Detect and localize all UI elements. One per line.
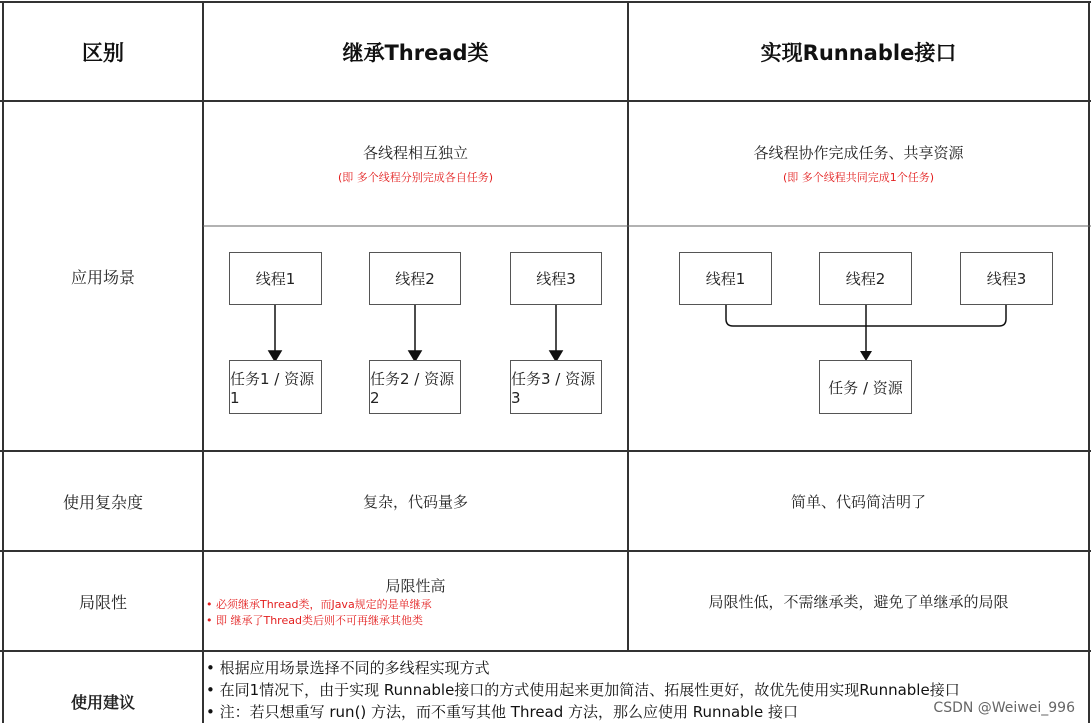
thread-box-1: 线程1 (229, 252, 322, 305)
row-label-complexity: 使用复杂度 (62, 492, 143, 512)
thread-arrows (269, 304, 562, 361)
runnable-complexity: 简单、代码简洁明了 (790, 492, 926, 511)
limitation-note-1: • 必须继承Thread类，而Java规定的是单继承 (206, 598, 432, 611)
thread-box-3: 线程3 (510, 252, 602, 305)
header-thread: 继承Thread类 (342, 40, 489, 65)
advice-item-1: • 根据应用场景选择不同的多线程实现方式 (206, 659, 490, 677)
task-box-1: 任务1 / 资源1 (229, 360, 322, 414)
runnable-limitation: 局限性低，不需继承类，避免了单继承的局限 (708, 592, 1009, 611)
thread-limitation-notes (203, 597, 628, 629)
row-label-scenario: 应用场景 (70, 267, 135, 287)
thread-scenario-desc (203, 101, 628, 226)
thread-scenario-text: 各线程相互独立 (362, 144, 468, 162)
advice-item-2: • 在同1情况下，由于实现 Runnable接口的方式使用起来更加简洁、拓展性更好，故优先使用实现Runnable接口 (206, 681, 960, 699)
thread-complexity: 复杂，代码量多 (362, 492, 468, 511)
runnable-scenario-text: 各线程协作完成任务、共享资源 (753, 144, 964, 162)
advice-label: 使用建议 (70, 692, 135, 712)
watermark: CSDN @Weiwei_996 (933, 700, 1075, 716)
thread-limitation (203, 551, 628, 651)
task-box-3: 任务3 / 资源3 (510, 360, 602, 414)
runnable-thread-box-2: 线程2 (819, 252, 912, 305)
runnable-scenario-note: (即 多个线程共同完成1个任务) (782, 171, 935, 184)
thread-box-2: 线程2 (369, 252, 461, 305)
shared-task-box: 任务 / 资源 (819, 360, 912, 414)
task-box-2: 任务2 / 资源2 (369, 360, 461, 414)
runnable-thread-box-1: 线程1 (679, 252, 772, 305)
runnable-thread-box-3: 线程3 (960, 252, 1053, 305)
runnable-bracket (726, 304, 1006, 352)
row-label-limitation: 局限性 (78, 592, 127, 612)
runnable-scenario-desc (628, 101, 1089, 226)
thread-scenario-note: (即 多个线程分别完成各自任务) (337, 171, 494, 184)
header-runnable: 实现Runnable接口 (760, 40, 957, 65)
limitation-note-2: • 即 继承了Thread类后则不可再继承其他类 (206, 614, 423, 627)
advice-item-3: • 注：若只想重写 run() 方法，而不重写其他 Thread 方法，那么应使用 Runnable 接口 (206, 703, 798, 721)
row-label-advice (3, 651, 203, 723)
thread-limitation-title: 局限性高 (385, 577, 446, 595)
header-difference: 区别 (82, 40, 124, 65)
